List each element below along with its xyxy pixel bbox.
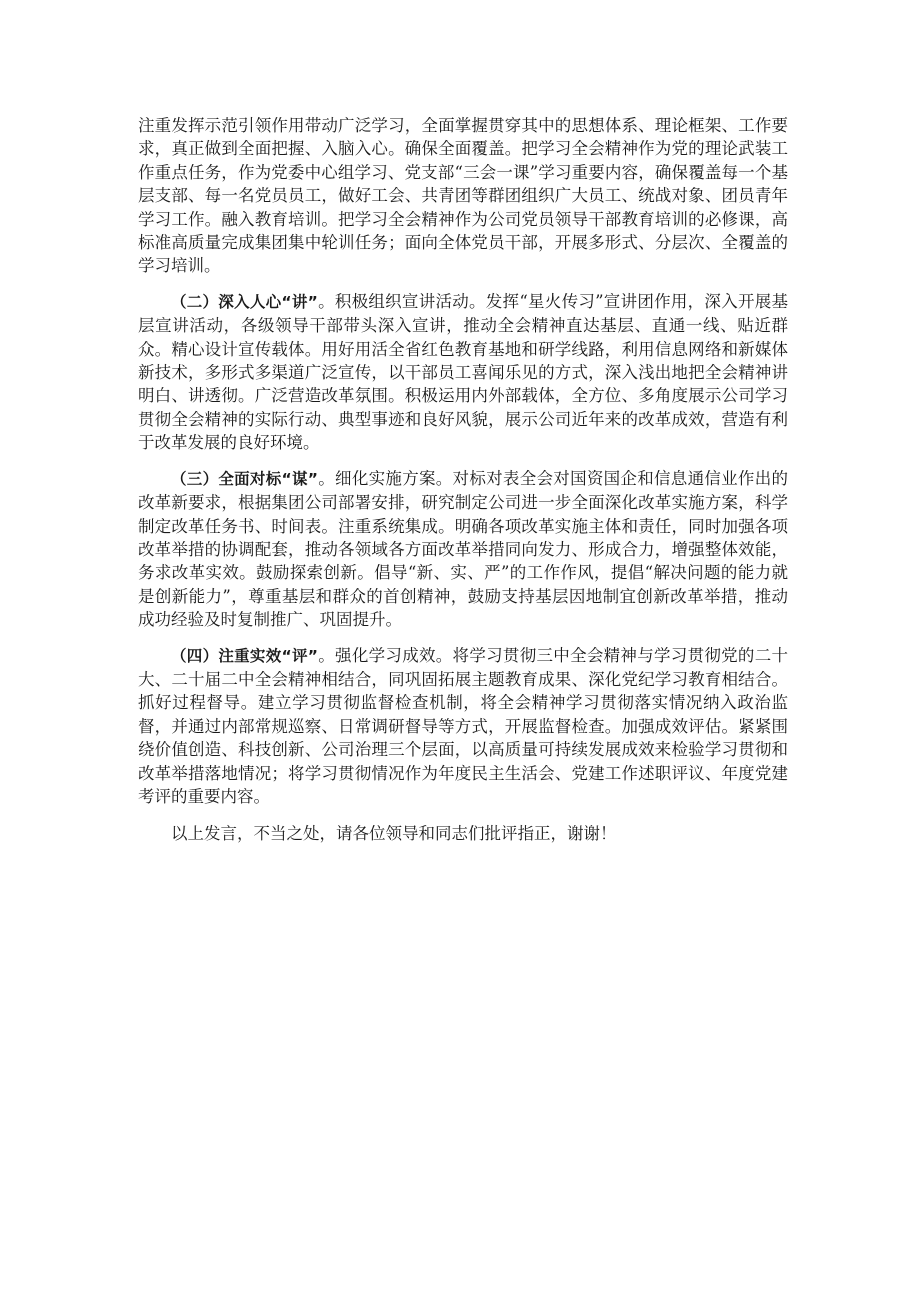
section-heading: （三）全面对标“谋” bbox=[171, 469, 318, 488]
section-heading: （二）深入人心“讲” bbox=[171, 292, 318, 311]
paragraph-text: 。积极组织宣讲活动。发挥“星火传习”宣讲团作用，深入开展基层宣讲活动，各级领导干部带头深入宣讲，推动全会精神直达基层、直通一线、贴近群众。精心设计宣传载体。用好用活全省红色教育基地和研学线路，利用信息网络和新媒体新技术，多形式多渠道广泛宣传，以干部员工喜闻乐见的方式，深入浅出地把全会精神讲明白、讲透彻。广泛营造改革氛围。积极运用内外部载体，全方位、多角度展示公司学习贯彻全会精神的实际行动、典型事迹和良好风貌，展示公司近年来的改革成效，营造有利于改革发展的良好环境。 bbox=[138, 291, 789, 453]
paragraph-section-3 bbox=[138, 467, 788, 632]
paragraph-section-4 bbox=[138, 644, 788, 809]
paragraph-section-2 bbox=[138, 290, 788, 455]
paragraph-text: 注重发挥示范引领作用带动广泛学习，全面掌握贯穿其中的思想体系、理论框架、工作要求，真正做到全面把握、入脑入心。确保全面覆盖。把学习全会精神作为党的理论武装工作重点任务，作为党委中心组学习、党支部“三会一课”学习重要内容，确保覆盖每一个基层支部、每一名党员员工，做好工会、共青团等群团组织广大员工、统战对象、团员青年学习工作。融入教育培训。把学习全会精神作为公司党员领导干部教育培训的必修课，高标准高质量完成集团集中轮训任务；面向全体党员干部，开展多形式、分层次、全覆盖的学习培训。 bbox=[138, 116, 788, 276]
paragraph-text: 。强化学习成效。将学习贯彻三中全会精神与学习贯彻党的二十大、二十届二中全会精神相结合，同巩固拓展主题教育成果、深化党纪学习教育相结合。抓好过程督导。建立学习贯彻监督检查机制，将全会精神学习贯彻落实情况纳入政治监督，并通过内部常规巡察、日常调研督导等方式，开展监督检查。加强成效评估。紧紧围绕价值创造、科技创新、公司治理三个层面，以高质量可持续发展成效来检验学习贯彻和改革举措落地情况；将学习贯彻情况作为年度民主生活会、党建工作述职评议、年度党建考评的重要内容。 bbox=[138, 645, 789, 806]
paragraph-text: 以上发言，不当之处，请各位领导和同志们批评指正，谢谢！ bbox=[171, 824, 617, 844]
paragraph-intro-continuation bbox=[138, 114, 788, 278]
section-heading: （四）注重实效“评” bbox=[171, 646, 318, 665]
paragraph-closing-remarks bbox=[138, 822, 788, 845]
document-body bbox=[138, 114, 788, 858]
paragraph-text: 。细化实施方案。对标对表全会对国资国企和信息通信业作出的改革新要求，根据集团公司部署安排，研究制定公司进一步全面深化改革实施方案，科学制定改革任务书、时间表。注重系统集成。明确各项改革实施主体和责任，同时加强各项改革举措的协调配套，推动各领域各方面改革举措同向发力、形成合力，增强整体效能，务求改革实效。鼓励探索创新。倡导“新、实、严”的工作作风，提倡“解决问题的能力就是创新能力”，尊重基层和群众的首创精神，鼓励支持基层因地制宜创新改革举措，推动成功经验及时复制推广、巩固提升。 bbox=[138, 468, 789, 630]
